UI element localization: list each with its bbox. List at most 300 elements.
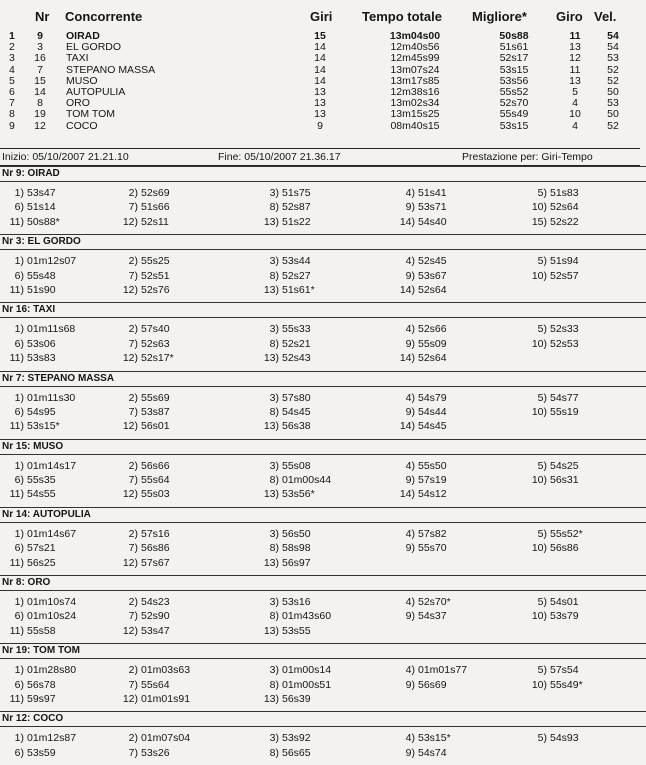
lap-number: 14) [399, 215, 415, 228]
lap-time: 52s22 [550, 215, 579, 228]
cell-giri: 14 [314, 52, 326, 65]
competitor-laps [0, 575, 646, 643]
lap-entry [0, 215, 60, 229]
lap-number: 13) [263, 624, 279, 637]
lap-entry [0, 595, 76, 609]
lap-entry [391, 678, 447, 692]
cell-name: COCO [66, 119, 98, 132]
lap-row [0, 624, 646, 638]
lap-number: 1) [14, 527, 24, 540]
lap-time: 55s33 [282, 323, 311, 336]
lap-time: 51s61* [282, 283, 315, 296]
lap-time: 53s26 [141, 746, 170, 759]
lap-number: 6) [14, 746, 24, 759]
lap-entry [114, 541, 170, 555]
lap-entry [0, 473, 56, 487]
lap-row [0, 254, 646, 268]
lap-number: 10) [531, 542, 547, 555]
lap-time: 01m12s07 [27, 255, 77, 268]
lap-time: 53s71 [418, 201, 447, 214]
lap-number: 3) [269, 527, 279, 540]
lap-number: 6) [14, 201, 24, 214]
lap-time: 52s11 [141, 215, 169, 228]
ranking-criterion: Prestazione per: Giri-Tempo [462, 151, 593, 163]
lap-number: 7) [128, 678, 138, 691]
lap-time: 56s25 [27, 556, 56, 569]
competitor-laps [0, 507, 646, 575]
cell-nr: 19 [34, 108, 46, 121]
cell-migliore: 55s52 [499, 85, 529, 98]
lap-number: 4) [405, 596, 415, 609]
lap-entry [391, 351, 447, 365]
lap-number: 8) [269, 678, 279, 691]
cell-migliore: 55s49 [499, 108, 529, 121]
lap-entry [255, 200, 311, 214]
lap-entry [255, 391, 311, 405]
lap-time: 54s25 [550, 459, 579, 472]
lap-entry [255, 541, 311, 555]
lap-number: 10) [531, 474, 547, 487]
lap-number: 10) [531, 610, 547, 623]
cell-name: TOM TOM [66, 108, 116, 121]
lap-time: 51s90 [27, 283, 56, 296]
lap-entry [255, 692, 311, 706]
lap-entry [523, 595, 579, 609]
lap-time: 01m14s67 [27, 527, 77, 540]
lap-number: 9) [405, 337, 415, 350]
lap-entry [255, 746, 311, 760]
lap-number: 4) [405, 664, 415, 677]
cell-nr: 9 [37, 30, 43, 42]
lap-row [0, 678, 646, 692]
cell-giro: 4 [572, 97, 578, 110]
lap-time: 52s33 [550, 323, 579, 336]
lap-number: 14) [399, 420, 415, 433]
lap-number: 7) [128, 746, 138, 759]
cell-tempo: 13m17s85 [390, 74, 440, 87]
lap-time: 52s87 [282, 201, 311, 214]
cell-nr: 7 [37, 63, 43, 76]
lap-number: 13) [263, 352, 279, 365]
lap-number: 8) [269, 405, 279, 418]
lap-number: 5) [537, 255, 547, 268]
lap-entry [0, 541, 56, 555]
cell-vel: 52 [607, 63, 619, 76]
lap-number: 12) [122, 692, 138, 705]
lap-number: 1) [14, 664, 24, 677]
lap-entry [391, 391, 447, 405]
lap-row [0, 351, 646, 365]
cell-giri: 15 [314, 30, 326, 42]
lap-time: 01m10s24 [27, 610, 77, 623]
lap-entry [0, 405, 56, 419]
lap-entry [0, 419, 60, 433]
lap-time: 51s41 [418, 187, 447, 199]
lap-number: 4) [405, 391, 415, 404]
lap-number: 10) [531, 678, 547, 691]
cell-migliore: 53s15 [499, 63, 529, 76]
race-info-bar [0, 148, 640, 166]
header-migliore: Migliore* [472, 9, 527, 24]
lap-entry [114, 405, 170, 419]
lap-time: 55s49* [550, 678, 583, 691]
lap-time: 54s45 [418, 420, 447, 433]
lap-entry [255, 663, 331, 677]
lap-time: 01m14s17 [27, 459, 77, 472]
lap-number: 3) [269, 664, 279, 677]
cell-vel: 52 [607, 119, 619, 132]
lap-time: 54s95 [27, 405, 56, 418]
lap-number: 5) [537, 391, 547, 404]
lap-entry [255, 186, 311, 200]
competitor-laps-title: Nr 16: TAXI [0, 302, 646, 318]
lap-time: 57s40 [141, 323, 170, 336]
cell-name: OIRAD [66, 30, 100, 42]
lap-time: 57s16 [141, 527, 170, 540]
lap-number: 9) [405, 405, 415, 418]
lap-time: 54s45 [282, 405, 311, 418]
lap-entry [391, 337, 447, 351]
lap-entry [0, 487, 56, 501]
lap-entry [391, 731, 451, 745]
lap-time: 52s45 [418, 255, 447, 268]
lap-time: 55s64 [141, 474, 170, 487]
header-nr: Nr [35, 9, 50, 24]
competitor-laps [0, 643, 646, 711]
lap-time: 52s53 [550, 337, 579, 350]
cell-vel: 53 [607, 52, 619, 65]
lap-number: 2) [128, 732, 138, 745]
lap-time: 58s98 [282, 542, 311, 555]
lap-row [0, 283, 646, 297]
lap-number: 2) [128, 596, 138, 609]
competitor-laps-title: Nr 14: AUTOPULIA [0, 507, 646, 523]
lap-time: 55s64 [141, 678, 170, 691]
cell-nr: 15 [34, 74, 46, 87]
lap-row [0, 391, 646, 405]
lap-number: 4) [405, 187, 415, 199]
lap-number: 7) [128, 269, 138, 282]
lap-number: 3) [269, 596, 279, 609]
lap-time: 01m07s04 [141, 732, 191, 745]
lap-time: 54s40 [418, 215, 447, 228]
lap-number: 2) [128, 323, 138, 336]
header-concorrente: Concorrente [65, 9, 143, 24]
cell-pos: 8 [9, 108, 15, 121]
lap-number: 1) [14, 732, 24, 745]
lap-time: 56s97 [282, 556, 311, 569]
lap-number: 3) [269, 187, 279, 199]
cell-tempo: 13m07s24 [390, 63, 440, 76]
lap-entry [114, 337, 170, 351]
lap-number: 8) [269, 337, 279, 350]
lap-entry [0, 391, 75, 405]
lap-entry [523, 663, 579, 677]
cell-tempo: 13m04s00 [389, 30, 441, 42]
lap-time: 57s80 [282, 391, 311, 404]
lap-row [0, 556, 646, 570]
lap-number: 6) [14, 269, 24, 282]
lap-time: 01m01s91 [141, 692, 191, 705]
lap-number: 8) [269, 746, 279, 759]
lap-entry [523, 337, 579, 351]
lap-number: 4) [405, 459, 415, 472]
lap-time: 55s48 [27, 269, 56, 282]
lap-row [0, 215, 646, 229]
lap-number: 9) [405, 269, 415, 282]
lap-entry [391, 663, 467, 677]
lap-number: 7) [128, 474, 138, 487]
lap-number: 9) [405, 201, 415, 214]
cell-name: AUTOPULIA [66, 85, 126, 98]
cell-vel: 53 [607, 97, 619, 110]
lap-entry [255, 419, 311, 433]
lap-number: 8) [269, 542, 279, 555]
lap-entry [0, 186, 56, 200]
lap-number: 11) [9, 488, 24, 501]
header-vel: Vel. [594, 9, 617, 24]
lap-time: 52s27 [282, 269, 311, 282]
competitor-laps-title: Nr 7: STEPANO MASSA [0, 371, 646, 387]
lap-time: 54s77 [550, 391, 579, 404]
lap-time: 55s35 [27, 474, 56, 487]
lap-number: 9) [405, 474, 415, 487]
lap-entry [114, 609, 170, 623]
lap-entry [391, 746, 447, 760]
lap-row [0, 322, 646, 336]
standings-table [0, 31, 646, 132]
competitor-laps [0, 302, 646, 370]
lap-row [0, 459, 646, 473]
lap-number: 10) [531, 405, 547, 418]
lap-entry [114, 595, 170, 609]
lap-number: 15) [531, 215, 547, 228]
competitor-laps [0, 371, 646, 439]
lap-number: 11) [9, 352, 24, 365]
lap-entry [255, 459, 311, 473]
cell-name: ORO [66, 97, 90, 110]
lap-time: 55s50 [418, 459, 447, 472]
lap-entry [523, 254, 579, 268]
cell-pos: 2 [9, 41, 15, 54]
lap-entry [114, 473, 170, 487]
end-time: Fine: 05/10/2007 21.36.17 [218, 151, 341, 163]
lap-number: 2) [128, 664, 138, 677]
cell-migliore: 53s56 [499, 74, 529, 87]
lap-number: 12) [122, 556, 138, 569]
cell-vel: 54 [607, 30, 619, 42]
lap-entry [255, 624, 311, 638]
lap-time: 53s47 [27, 187, 56, 199]
lap-number: 1) [14, 459, 24, 472]
lap-time: 01m10s74 [27, 596, 77, 609]
lap-entry [255, 473, 331, 487]
lap-time: 52s43 [282, 352, 311, 365]
lap-entry [391, 283, 447, 297]
cell-vel: 52 [607, 74, 619, 87]
lap-number: 13) [263, 215, 279, 228]
lap-time: 52s63 [141, 337, 170, 350]
lap-entry [523, 527, 583, 541]
lap-entry [523, 200, 579, 214]
lap-entry [0, 254, 76, 268]
lap-time: 56s65 [282, 746, 311, 759]
lap-time: 57s54 [550, 664, 579, 677]
lap-entry [114, 527, 170, 541]
lap-entry [255, 405, 311, 419]
table-header [0, 9, 646, 27]
lap-number: 2) [128, 391, 138, 404]
lap-times-section [0, 166, 646, 765]
lap-time: 53s47 [141, 624, 170, 637]
lap-number: 6) [14, 405, 24, 418]
lap-row [0, 731, 646, 745]
lap-entry [114, 624, 170, 638]
lap-number: 13) [263, 420, 279, 433]
lap-time: 51s75 [282, 187, 311, 199]
lap-row [0, 419, 646, 433]
lap-entry [0, 269, 56, 283]
lap-time: 55s69 [141, 391, 170, 404]
cell-migliore: 52s70 [499, 97, 529, 110]
lap-number: 2) [128, 459, 138, 472]
lap-number: 6) [14, 474, 24, 487]
lap-row [0, 473, 646, 487]
lap-time: 57s19 [418, 474, 447, 487]
start-time: Inizio: 05/10/2007 21.21.10 [2, 151, 129, 163]
competitor-laps-title: Nr 3: EL GORDO [0, 234, 646, 250]
lap-time: 53s79 [550, 610, 579, 623]
lap-number: 11) [9, 420, 24, 433]
lap-number: 9) [405, 746, 415, 759]
lap-entry [0, 337, 56, 351]
lap-row [0, 609, 646, 623]
cell-migliore: 50s88 [499, 30, 529, 42]
lap-row [0, 337, 646, 351]
lap-row [0, 405, 646, 419]
cell-tempo: 08m40s15 [390, 119, 440, 132]
cell-vel: 50 [607, 108, 619, 121]
lap-time: 56s01 [141, 420, 170, 433]
lap-number: 6) [14, 678, 24, 691]
lap-entry [391, 473, 447, 487]
lap-entry [114, 215, 169, 229]
cell-tempo: 12m38s16 [390, 85, 440, 98]
lap-number: 5) [537, 664, 547, 677]
cell-vel: 50 [607, 85, 619, 98]
lap-entry [255, 487, 315, 501]
lap-time: 53s06 [27, 337, 56, 350]
lap-number: 11) [9, 556, 24, 569]
competitor-laps-title: Nr 15: MUSO [0, 439, 646, 455]
cell-migliore: 51s61 [499, 41, 529, 54]
cell-giri: 9 [317, 119, 323, 132]
lap-number: 4) [405, 527, 415, 540]
lap-entry [114, 391, 170, 405]
cell-giro: 13 [569, 74, 581, 87]
lap-number: 1) [14, 255, 24, 268]
lap-number: 11) [9, 283, 24, 296]
lap-entry [114, 200, 170, 214]
lap-number: 4) [405, 732, 415, 745]
cell-giri: 13 [314, 108, 326, 121]
lap-number: 6) [14, 542, 24, 555]
lap-number: 8) [269, 610, 279, 623]
cell-tempo: 13m02s34 [390, 97, 440, 110]
lap-entry [391, 527, 447, 541]
lap-time: 55s09 [418, 337, 447, 350]
lap-number: 14) [399, 283, 415, 296]
lap-row [0, 527, 646, 541]
lap-entry [114, 186, 170, 200]
cell-giri: 13 [314, 85, 326, 98]
lap-time: 01m00s14 [282, 664, 332, 677]
cell-pos: 7 [9, 97, 15, 110]
lap-entry [391, 595, 451, 609]
lap-number: 1) [14, 596, 24, 609]
lap-time: 55s58 [27, 624, 56, 637]
lap-number: 3) [269, 391, 279, 404]
lap-time: 52s69 [141, 187, 170, 199]
cell-pos: 3 [9, 52, 15, 65]
lap-number: 12) [122, 352, 138, 365]
lap-number: 8) [269, 201, 279, 214]
lap-number: 11) [9, 624, 24, 637]
lap-entry [0, 678, 56, 692]
lap-entry [523, 609, 579, 623]
lap-time: 53s56* [282, 488, 315, 501]
lap-entry [255, 731, 311, 745]
cell-giri: 14 [314, 41, 326, 54]
lap-time: 55s19 [550, 405, 579, 418]
lap-time: 51s14 [27, 201, 56, 214]
lap-number: 7) [128, 201, 138, 214]
lap-row [0, 487, 646, 501]
lap-entry [0, 283, 56, 297]
lap-number: 14) [399, 488, 415, 501]
lap-time: 56s78 [27, 678, 56, 691]
lap-entry [0, 351, 56, 365]
header-giro: Giro [556, 9, 583, 24]
lap-time: 54s44 [418, 405, 447, 418]
lap-time: 57s67 [141, 556, 170, 569]
lap-entry [523, 391, 579, 405]
lap-entry [523, 459, 579, 473]
cell-giro: 13 [569, 41, 581, 54]
table-row [0, 53, 646, 64]
lap-number: 11) [9, 215, 24, 228]
lap-number: 10) [531, 337, 547, 350]
lap-entry [255, 337, 311, 351]
lap-number: 12) [122, 488, 138, 501]
lap-time: 54s55 [27, 488, 56, 501]
lap-row [0, 746, 646, 760]
lap-entry [255, 322, 311, 336]
lap-number: 1) [14, 323, 24, 336]
lap-number: 6) [14, 337, 24, 350]
lap-time: 50s88* [27, 215, 60, 228]
cell-giro: 11 [569, 63, 581, 76]
lap-time: 01m11s68 [27, 323, 76, 336]
cell-tempo: 12m45s99 [390, 52, 440, 65]
header-giri: Giri [310, 9, 333, 24]
lap-entry [255, 595, 311, 609]
lap-number: 12) [122, 420, 138, 433]
lap-time: 54s12 [418, 488, 447, 501]
lap-entry [523, 473, 579, 487]
cell-giro: 10 [569, 108, 581, 121]
lap-time: 59s97 [27, 692, 56, 705]
